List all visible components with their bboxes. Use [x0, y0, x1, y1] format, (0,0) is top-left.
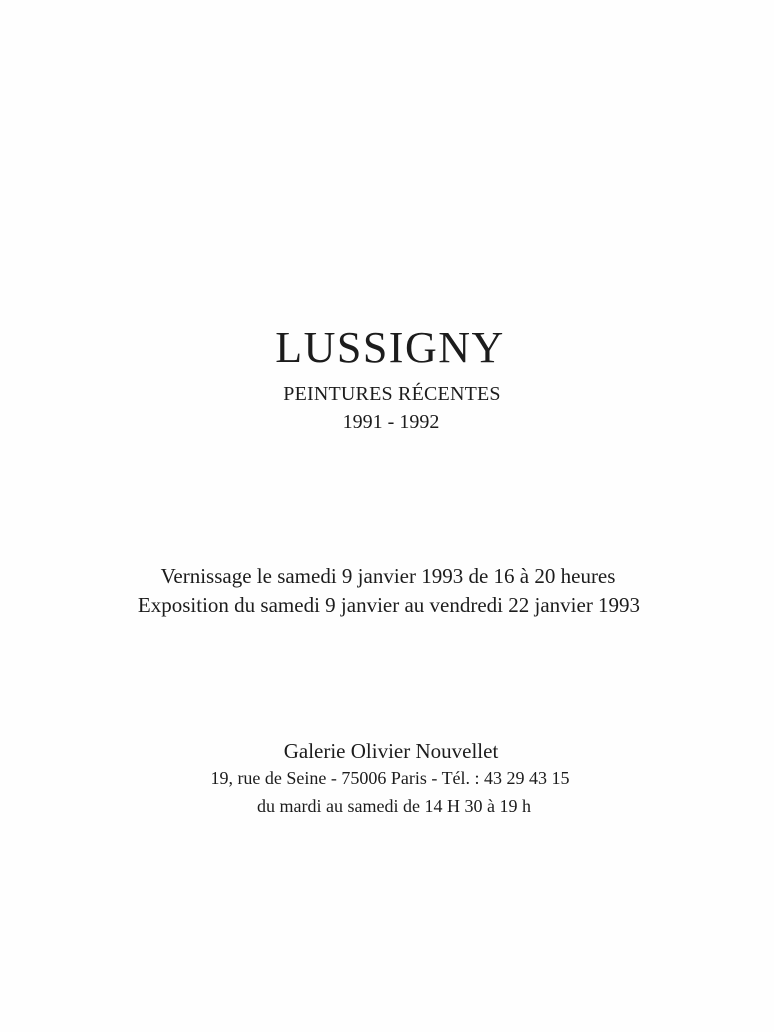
exhibition-subtitle: PEINTURES RÉCENTES [283, 383, 501, 405]
gallery-name: Galerie Olivier Nouvellet [283, 739, 499, 763]
exhibition-dates-text: Exposition du samedi 9 janvier au vendredi 22 janvier 1993 [137, 593, 641, 617]
artist-name-heading: LUSSIGNY [275, 323, 505, 372]
gallery-hours: du mardi au samedi de 14 H 30 à 19 h [257, 796, 531, 816]
gallery-address: 19, rue de Seine - 75006 Paris - Tél. : 43 29 43 15 [210, 768, 570, 788]
exhibition-years: 1991 - 1992 [342, 411, 440, 433]
opening-reception-text: Vernissage le samedi 9 janvier 1993 de 16 à 20 heures [160, 564, 616, 588]
